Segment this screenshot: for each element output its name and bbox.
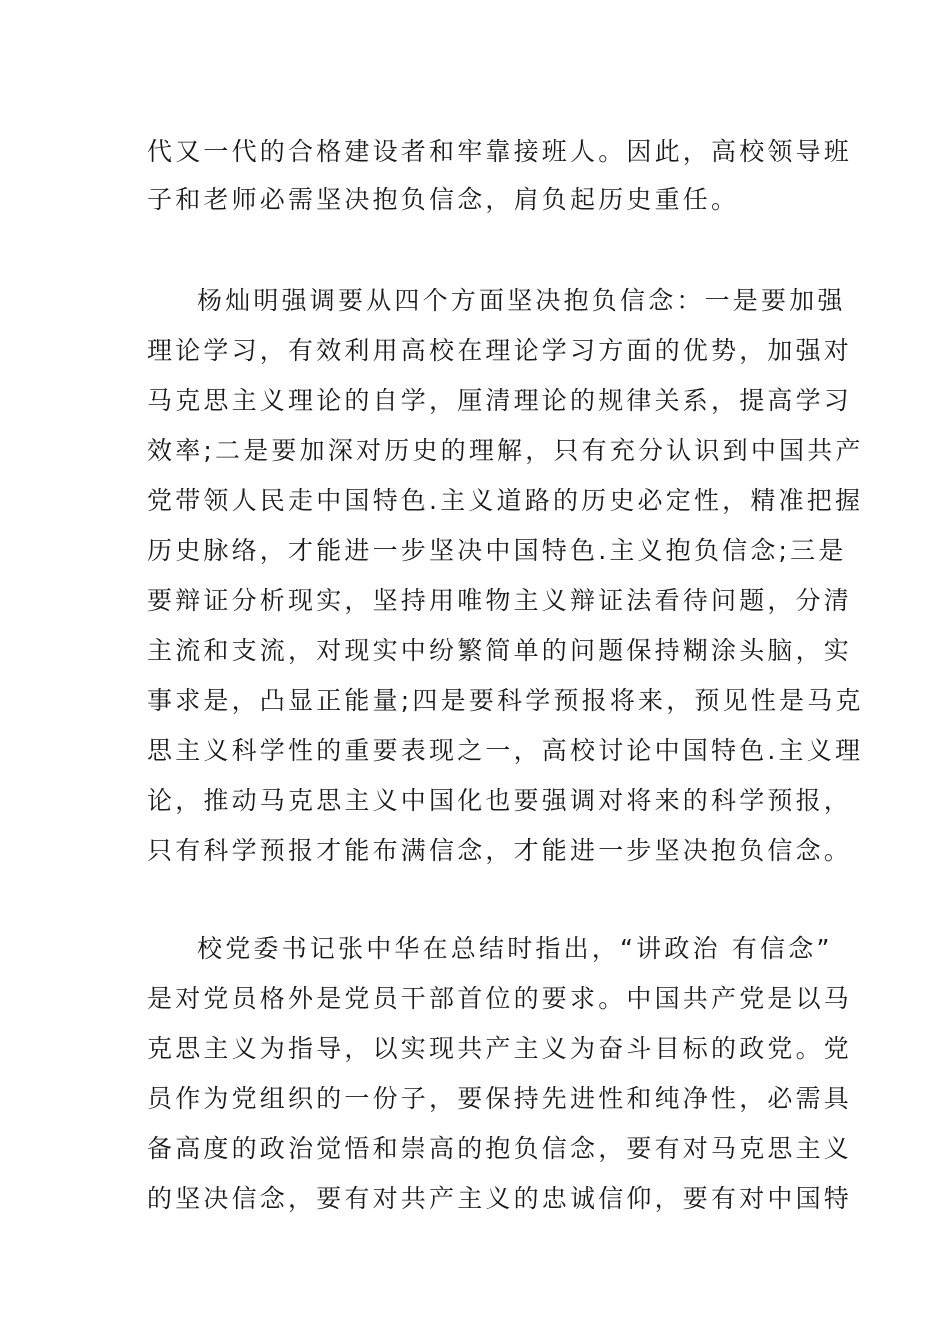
paragraph-line: 党带领人民走中国特色.主义道路的历史必定性，精准把握 (147, 486, 864, 515)
paragraph-line: 杨灿明强调要从四个方面坚决抱负信念：一是要加强 (197, 286, 846, 315)
paragraph-line: 只有科学预报才能布满信念，才能进一步坚决抱负信念。 (147, 836, 853, 865)
paragraph-line: 论，推动马克思主义中国化也要强调对将来的科学预报， (147, 786, 853, 815)
paragraph-line: 思主义科学性的重要表现之一，高校讨论中国特色.主义理 (147, 736, 864, 765)
paragraph-line: 马克思主义理论的自学，厘清理论的规律关系，提高学习 (147, 386, 853, 415)
paragraph-line: 效率;二是要加深对历史的理解，只有充分认识到中国共产 (147, 436, 864, 465)
paragraph-line: 理论学习，有效利用高校在理论学习方面的优势，加强对 (147, 336, 853, 365)
paragraph-line: 克思主义为指导，以实现共产主义为奋斗目标的政党。党 (147, 1034, 853, 1063)
paragraph-line: 的坚决信念，要有对共产主义的忠诚信仰，要有对中国特 (147, 1184, 853, 1213)
paragraph-line: 事求是，凸显正能量;四是要科学预报将来，预见性是马克 (147, 686, 864, 715)
paragraph-line: 是对党员格外是党员干部首位的要求。中国共产党是以马 (147, 984, 853, 1013)
paragraph-line: 员作为党组织的一份子，要保持先进性和纯净性，必需具 (147, 1084, 853, 1113)
paragraph-line: 备高度的政治觉悟和崇高的抱负信念，要有对马克思主义 (147, 1134, 853, 1163)
paragraph-line: 要辩证分析现实，坚持用唯物主义辩证法看待问题，分清 (147, 586, 853, 615)
paragraph-line: 历史脉络，才能进一步坚决中国特色.主义抱负信念;三是 (147, 536, 847, 565)
paragraph-line: 主流和支流，对现实中纷繁简单的问题保持糊涂头脑，实 (147, 636, 853, 665)
paragraph-line: 子和老师必需坚决抱负信念，肩负起历史重任。 (147, 185, 740, 214)
paragraph-line: 代又一代的合格建设者和牢靠接班人。因此，高校领导班 (147, 137, 853, 166)
paragraph-line: 校党委书记张中华在总结时指出，“讲政治 有信念” (197, 934, 833, 963)
